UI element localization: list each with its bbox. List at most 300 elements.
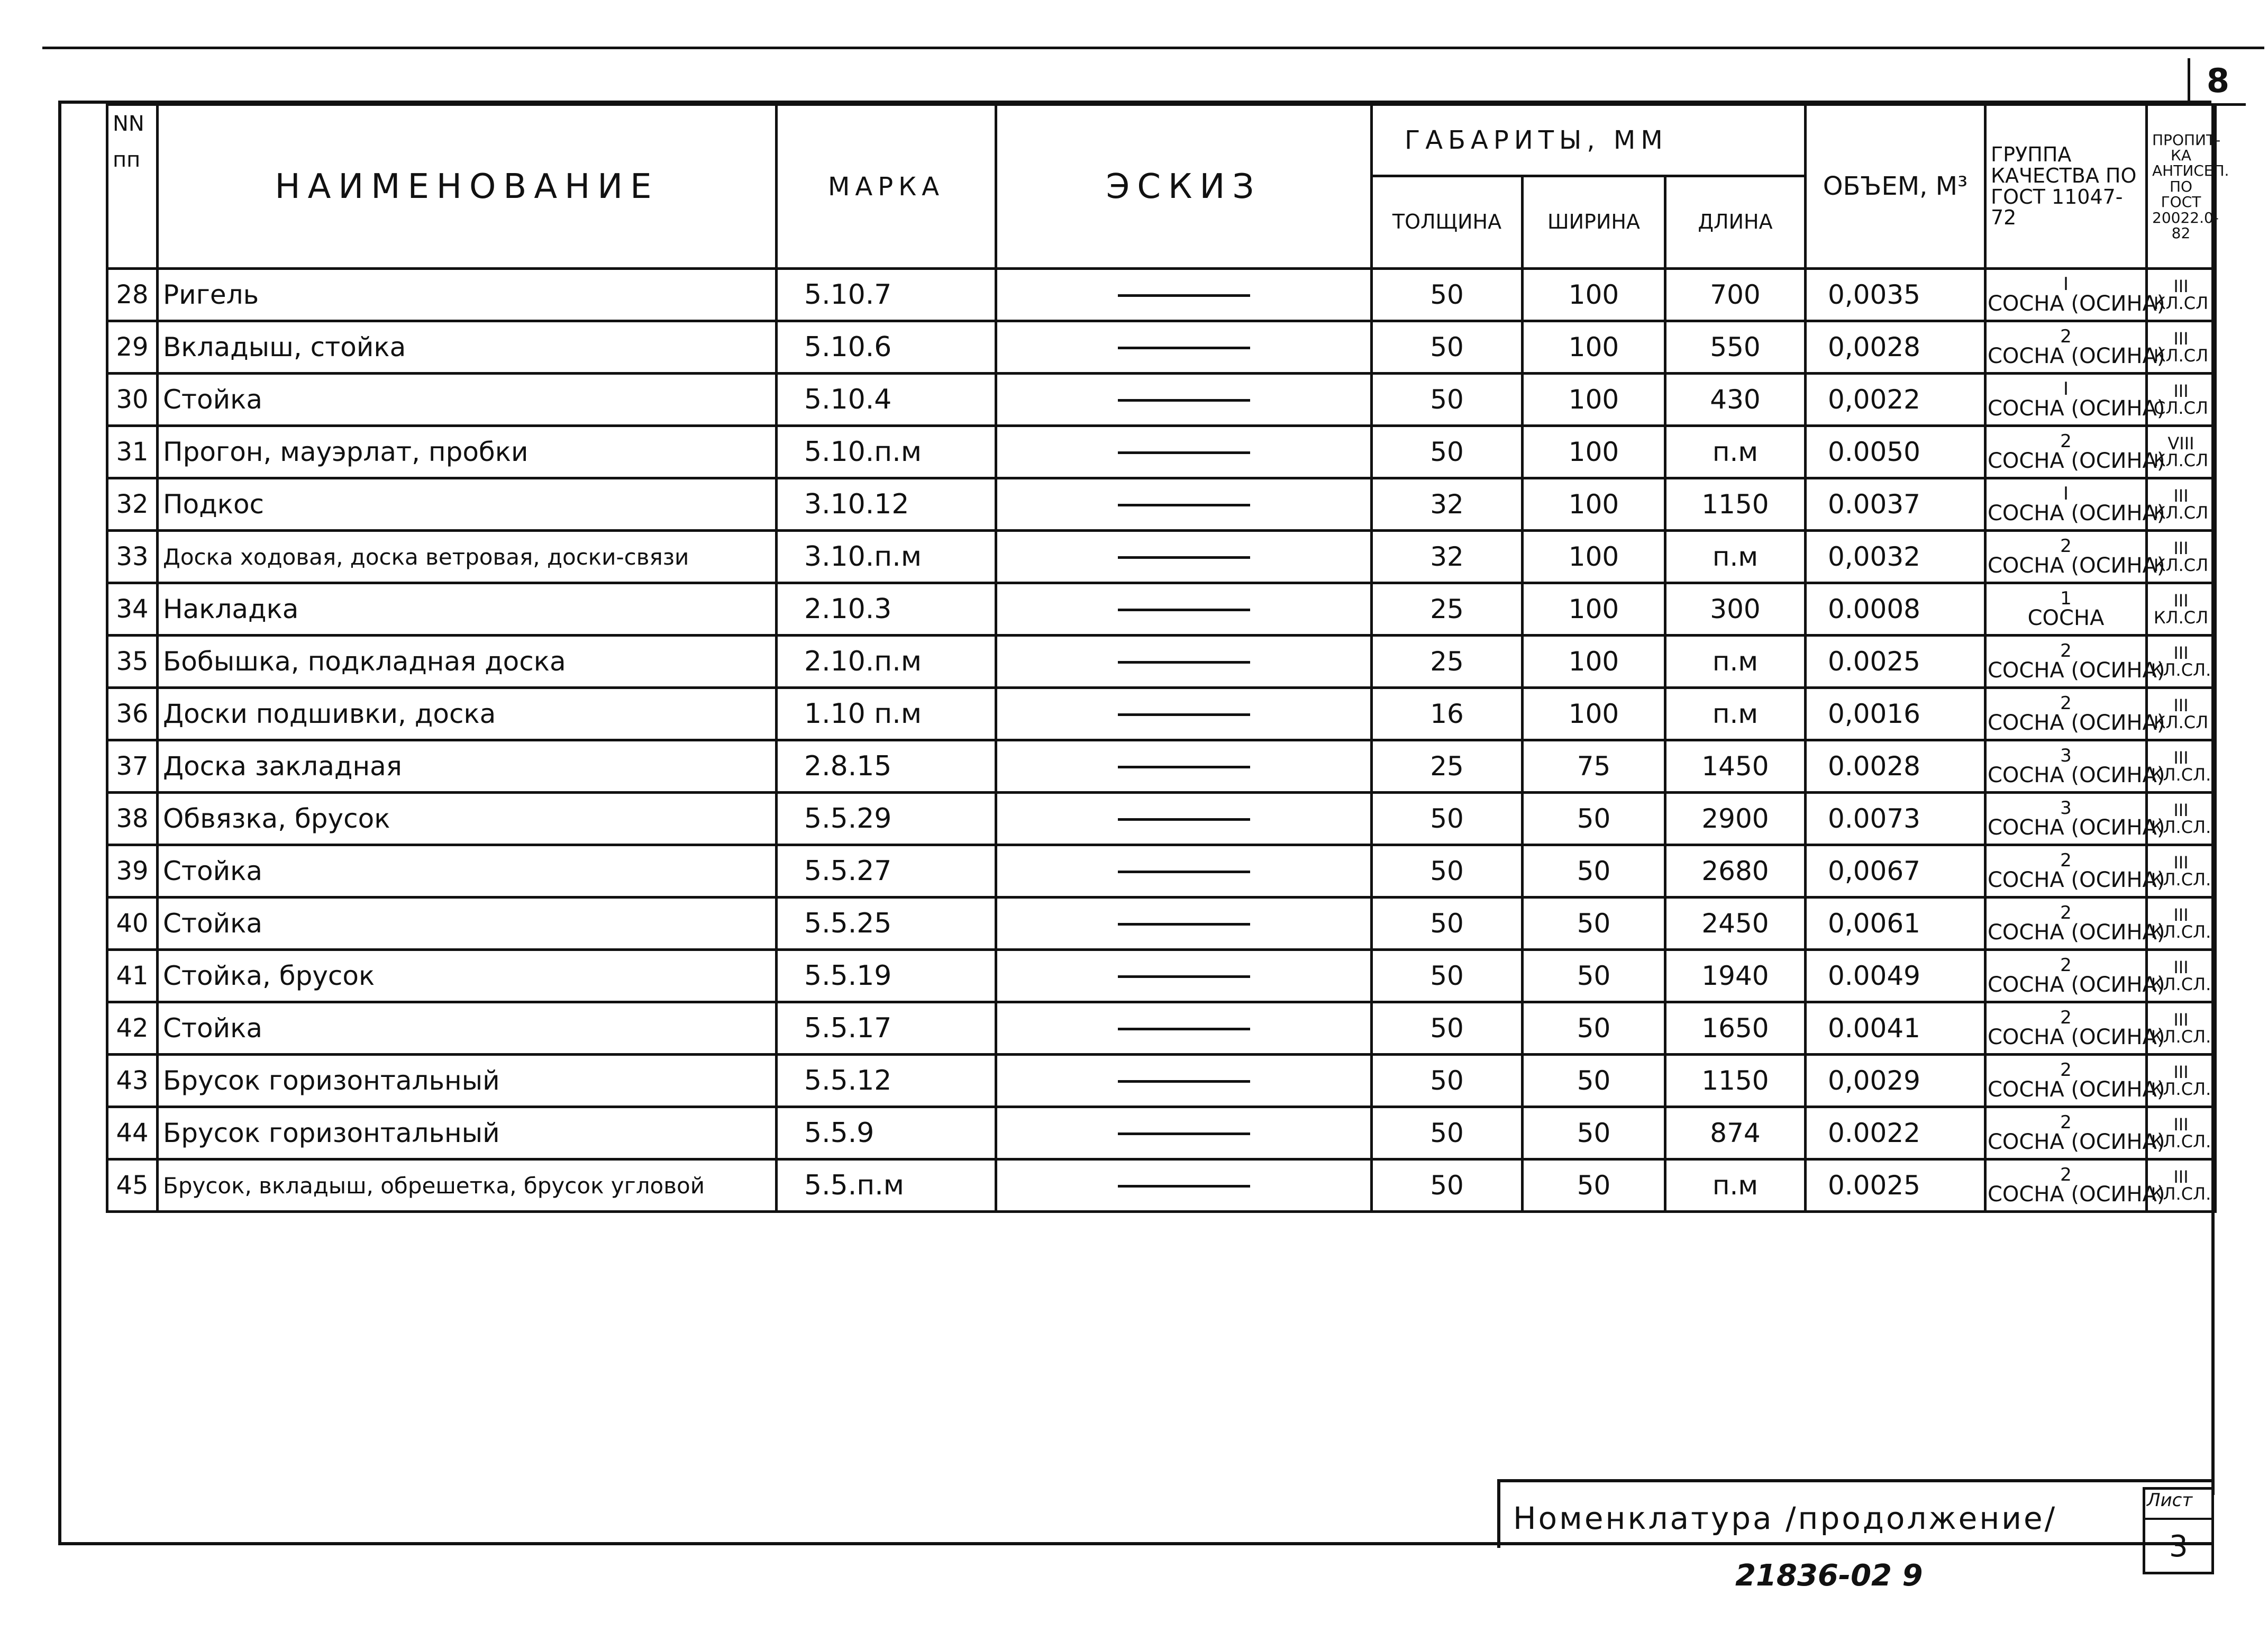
row-impregnation xyxy=(2147,1002,2216,1055)
row-width: 100 xyxy=(1523,374,1665,426)
table-row xyxy=(107,1159,2216,1212)
header-mark: МАРКА xyxy=(777,105,996,269)
row-name: Накладка xyxy=(158,583,777,636)
row-mark: 5.5.9 xyxy=(777,1107,996,1159)
header-length: ДЛИНА xyxy=(1665,176,1806,269)
row-species: СОСНА (ОСИНА) xyxy=(1988,1130,2165,1154)
row-name: Вкладыш, стойка xyxy=(158,321,777,374)
row-mark: 5.10.4 xyxy=(777,374,996,426)
nomenclature-table xyxy=(106,103,2229,1213)
row-volume: 0,0032 xyxy=(1806,531,1985,583)
row-volume: 0.0041 xyxy=(1806,1002,1985,1055)
header-thickness: ТОЛЩИНА xyxy=(1372,176,1523,269)
row-length: 874 xyxy=(1665,1107,1806,1159)
row-num: 39 xyxy=(107,845,158,898)
row-mark: 3.10.п.м xyxy=(777,531,996,583)
row-grade: 2 xyxy=(2060,1164,2072,1185)
table-row xyxy=(107,531,2216,583)
row-thickness: 50 xyxy=(1372,898,1523,950)
row-name: Доска ходовая, доска ветровая, доски-связи xyxy=(158,531,777,583)
row-sketch xyxy=(996,478,1372,531)
row-width: 100 xyxy=(1523,583,1665,636)
title-block-title: Номенклатура /продолжение/ xyxy=(1513,1500,2057,1536)
row-impregnation xyxy=(2147,1159,2216,1212)
row-num: 34 xyxy=(107,583,158,636)
page-number xyxy=(2188,58,2246,106)
row-num: 41 xyxy=(107,950,158,1002)
sketch-line xyxy=(1118,818,1250,821)
sketch-line xyxy=(1118,1132,1250,1135)
row-imp-class: III xyxy=(2173,748,2189,768)
row-thickness: 25 xyxy=(1372,636,1523,688)
table-row xyxy=(107,321,2216,374)
sketch-line xyxy=(1118,504,1250,506)
row-impregnation xyxy=(2147,374,2216,426)
row-volume: 0.0050 xyxy=(1806,426,1985,478)
row-impregnation xyxy=(2147,898,2216,950)
row-sketch xyxy=(996,688,1372,740)
row-name: Брусок горизонтальный xyxy=(158,1055,777,1107)
row-width: 100 xyxy=(1523,426,1665,478)
row-impregnation xyxy=(2147,269,2216,321)
row-num: 29 xyxy=(107,321,158,374)
row-num: 44 xyxy=(107,1107,158,1159)
header-quality-group: ГРУППА КАЧЕСТВА ПО ГОСТ 11047-72 xyxy=(1985,105,2147,269)
row-thickness: 25 xyxy=(1372,740,1523,793)
row-species: СОСНА (ОСИНА) xyxy=(1988,554,2165,578)
header-nn-text: NN xyxy=(113,112,144,136)
row-width: 100 xyxy=(1523,321,1665,374)
row-grade: 2 xyxy=(2060,693,2072,714)
row-width: 50 xyxy=(1523,845,1665,898)
row-volume: 0,0028 xyxy=(1806,321,1985,374)
table-row xyxy=(107,269,2216,321)
row-impregnation xyxy=(2147,478,2216,531)
row-length: 1450 xyxy=(1665,740,1806,793)
row-mark: 5.10.7 xyxy=(777,269,996,321)
row-volume: 0.0025 xyxy=(1806,636,1985,688)
row-thickness: 16 xyxy=(1372,688,1523,740)
row-quality-group xyxy=(1985,426,2165,478)
row-impregnation xyxy=(2147,583,2216,636)
row-grade: 2 xyxy=(2060,1112,2072,1133)
row-species: СОСНА xyxy=(2027,606,2105,630)
row-species: СОСНА (ОСИНА) xyxy=(1988,1077,2165,1102)
row-species: СОСНА (ОСИНА) xyxy=(1988,1025,2165,1049)
row-thickness: 32 xyxy=(1372,531,1523,583)
row-grade: I xyxy=(2063,378,2069,400)
row-width: 100 xyxy=(1523,478,1665,531)
row-grade: 2 xyxy=(2060,431,2072,452)
row-length: п.м xyxy=(1665,1159,1806,1212)
row-name: Доски подшивки, доска xyxy=(158,688,777,740)
row-quality-group xyxy=(1985,478,2165,531)
row-length: 2900 xyxy=(1665,793,1806,845)
row-length: 1650 xyxy=(1665,1002,1806,1055)
document-code: 21836-02 9 xyxy=(1735,1558,1923,1593)
row-volume: 0.0049 xyxy=(1806,950,1985,1002)
row-imp-label: КЛ.СЛ xyxy=(2153,450,2209,470)
header-width: ШИРИНА xyxy=(1523,176,1665,269)
row-quality-group xyxy=(1985,269,2165,321)
sketch-line xyxy=(1118,871,1250,873)
row-species: СОСНА (ОСИНА) xyxy=(1988,449,2165,473)
sheet-label: Лист xyxy=(2147,1490,2193,1511)
row-imp-label: КЛ.СЛ. xyxy=(2151,765,2211,785)
row-sketch xyxy=(996,1159,1372,1212)
row-mark: 2.10.п.м xyxy=(777,636,996,688)
row-quality-group xyxy=(1985,636,2165,688)
row-name: Брусок горизонтальный xyxy=(158,1107,777,1159)
row-name: Стойка xyxy=(158,845,777,898)
row-impregnation xyxy=(2147,636,2216,688)
row-name: Бобышка, подкладная доска xyxy=(158,636,777,688)
row-width: 50 xyxy=(1523,950,1665,1002)
row-name: Прогон, мауэрлат, пробки xyxy=(158,426,777,478)
row-grade: 2 xyxy=(2060,1059,2072,1081)
row-length: 430 xyxy=(1665,374,1806,426)
row-species: СОСНА (ОСИНА) xyxy=(1988,711,2165,735)
row-grade: 2 xyxy=(2060,955,2072,976)
row-length: 700 xyxy=(1665,269,1806,321)
row-volume: 0,0029 xyxy=(1806,1055,1985,1107)
row-name: Ригель xyxy=(158,269,777,321)
row-impregnation xyxy=(2147,321,2216,374)
table-row xyxy=(107,374,2216,426)
row-mark: 5.10.п.м xyxy=(777,426,996,478)
row-imp-label: КЛ.СЛ xyxy=(2153,346,2209,366)
sketch-line xyxy=(1118,294,1250,297)
row-quality-group xyxy=(1985,321,2165,374)
row-thickness: 50 xyxy=(1372,1107,1523,1159)
row-imp-label: КЛ.СЛ. xyxy=(2151,922,2211,942)
row-sketch xyxy=(996,321,1372,374)
row-sketch xyxy=(996,531,1372,583)
row-species: СОСНА (ОСИНА) xyxy=(1988,1182,2165,1207)
row-name: Стойка xyxy=(158,1002,777,1055)
table-row xyxy=(107,898,2216,950)
row-mark: 5.10.6 xyxy=(777,321,996,374)
row-quality-group xyxy=(1985,740,2165,793)
row-grade: 2 xyxy=(2060,326,2072,347)
row-sketch xyxy=(996,269,1372,321)
row-quality-group xyxy=(1985,1107,2165,1159)
row-volume: 0.0008 xyxy=(1806,583,1985,636)
sketch-line xyxy=(1118,556,1250,559)
table-row xyxy=(107,1002,2216,1055)
sketch-line xyxy=(1118,713,1250,716)
row-sketch xyxy=(996,1107,1372,1159)
row-imp-class: III xyxy=(2173,538,2189,558)
row-thickness: 50 xyxy=(1372,845,1523,898)
row-num: 30 xyxy=(107,374,158,426)
row-width: 100 xyxy=(1523,269,1665,321)
row-sketch xyxy=(996,374,1372,426)
header-nn xyxy=(107,105,158,269)
row-imp-class: III xyxy=(2173,329,2189,349)
row-mark: 5.5.25 xyxy=(777,898,996,950)
row-impregnation xyxy=(2147,426,2216,478)
header-name: НАИМЕНОВАНИЕ xyxy=(158,105,777,269)
row-num: 38 xyxy=(107,793,158,845)
row-quality-group xyxy=(1985,898,2165,950)
sketch-line xyxy=(1118,1028,1250,1030)
row-imp-label: СЛ.СЛ xyxy=(2154,398,2208,418)
row-sketch xyxy=(996,845,1372,898)
table-row xyxy=(107,1107,2216,1159)
table-row xyxy=(107,583,2216,636)
row-quality-group xyxy=(1985,1159,2165,1212)
row-species: СОСНА (ОСИНА) xyxy=(1988,763,2165,787)
row-imp-label: КЛ.СЛ. xyxy=(2151,1079,2211,1099)
row-thickness: 32 xyxy=(1372,478,1523,531)
row-name: Стойка xyxy=(158,898,777,950)
row-length: 550 xyxy=(1665,321,1806,374)
row-width: 100 xyxy=(1523,636,1665,688)
row-num: 35 xyxy=(107,636,158,688)
row-length: 1940 xyxy=(1665,950,1806,1002)
row-imp-class: III xyxy=(2173,800,2189,820)
table-row xyxy=(107,478,2216,531)
row-length: 2680 xyxy=(1665,845,1806,898)
row-imp-class: III xyxy=(2173,1114,2189,1135)
row-width: 75 xyxy=(1523,740,1665,793)
table-row xyxy=(107,950,2216,1002)
row-quality-group xyxy=(1985,374,2165,426)
table-row xyxy=(107,1055,2216,1107)
row-imp-class: III xyxy=(2173,1062,2189,1082)
row-mark: 5.5.19 xyxy=(777,950,996,1002)
row-name: Брусок, вкладыш, обрешетка, брусок угловой xyxy=(158,1159,777,1212)
table-row xyxy=(107,793,2216,845)
row-quality-group xyxy=(1985,531,2165,583)
sketch-line xyxy=(1118,923,1250,926)
row-length: п.м xyxy=(1665,531,1806,583)
row-imp-class: III xyxy=(2173,957,2189,977)
row-name: Стойка xyxy=(158,374,777,426)
row-name: Стойка, брусок xyxy=(158,950,777,1002)
row-species: СОСНА (ОСИНА) xyxy=(1988,396,2165,421)
row-impregnation xyxy=(2147,950,2216,1002)
row-mark: 5.5.п.м xyxy=(777,1159,996,1212)
row-imp-class: III xyxy=(2173,381,2189,401)
row-thickness: 50 xyxy=(1372,269,1523,321)
row-mark: 5.5.12 xyxy=(777,1055,996,1107)
row-num: 33 xyxy=(107,531,158,583)
row-num: 43 xyxy=(107,1055,158,1107)
row-quality-group xyxy=(1985,583,2147,636)
row-species: СОСНА (ОСИНА) xyxy=(1988,658,2165,683)
row-volume: 0.0028 xyxy=(1806,740,1985,793)
row-num: 36 xyxy=(107,688,158,740)
row-length: 300 xyxy=(1665,583,1806,636)
sheet-number: 3 xyxy=(2169,1529,2188,1564)
row-width: 50 xyxy=(1523,1002,1665,1055)
row-imp-class: VIII xyxy=(2167,433,2194,454)
row-mark: 2.10.3 xyxy=(777,583,996,636)
row-sketch xyxy=(996,793,1372,845)
row-imp-class: III xyxy=(2173,695,2189,715)
row-imp-class: III xyxy=(2173,643,2189,663)
row-impregnation xyxy=(2147,740,2216,793)
row-imp-label: КЛ.СЛ. xyxy=(2151,1184,2211,1204)
row-length: п.м xyxy=(1665,688,1806,740)
header-sketch: ЭСКИЗ xyxy=(996,105,1372,269)
row-imp-class: III xyxy=(2173,276,2189,296)
row-sketch xyxy=(996,898,1372,950)
row-name: Обвязка, брусок xyxy=(158,793,777,845)
row-species: СОСНА (ОСИНА) xyxy=(1988,501,2165,525)
row-imp-label: КЛ.СЛ. xyxy=(2151,817,2211,837)
row-imp-label: КЛ.СЛ xyxy=(2153,293,2209,313)
row-thickness: 50 xyxy=(1372,1159,1523,1212)
row-quality-group xyxy=(1985,1055,2165,1107)
row-quality-group xyxy=(1985,793,2165,845)
row-volume: 0,0016 xyxy=(1806,688,1985,740)
row-imp-class: III xyxy=(2173,1167,2189,1187)
row-sketch xyxy=(996,1055,1372,1107)
row-volume: 0,0022 xyxy=(1806,374,1985,426)
row-species: СОСНА (ОСИНА) xyxy=(1988,868,2165,892)
row-width: 100 xyxy=(1523,531,1665,583)
row-quality-group xyxy=(1985,845,2165,898)
row-thickness: 50 xyxy=(1372,426,1523,478)
sketch-line xyxy=(1118,399,1250,402)
row-thickness: 50 xyxy=(1372,793,1523,845)
row-species: СОСНА (ОСИНА) xyxy=(1988,973,2165,997)
row-grade: I xyxy=(2063,274,2069,295)
row-volume: 0,0067 xyxy=(1806,845,1985,898)
sketch-line xyxy=(1118,1080,1250,1083)
row-species: СОСНА (ОСИНА) xyxy=(1988,920,2165,945)
row-width: 50 xyxy=(1523,1159,1665,1212)
row-impregnation xyxy=(2147,688,2216,740)
row-length: 1150 xyxy=(1665,1055,1806,1107)
row-num: 42 xyxy=(107,1002,158,1055)
row-mark: 2.8.15 xyxy=(777,740,996,793)
row-grade: 2 xyxy=(2060,850,2072,871)
row-thickness: 50 xyxy=(1372,374,1523,426)
header-impregnation: ПРОПИТ-КА АНТИСЕП. ПО ГОСТ 20022.0-82 xyxy=(2147,105,2216,269)
row-quality-group xyxy=(1985,688,2165,740)
row-imp-class: III xyxy=(2173,853,2189,873)
row-species: СОСНА (ОСИНА) xyxy=(1988,292,2165,316)
row-mark: 3.10.12 xyxy=(777,478,996,531)
row-volume: 0,0035 xyxy=(1806,269,1985,321)
header-dimensions: ГАБАРИТЫ, ММ xyxy=(1372,105,1806,176)
row-sketch xyxy=(996,636,1372,688)
row-imp-label: КЛ.СЛ xyxy=(2153,555,2209,575)
row-thickness: 50 xyxy=(1372,1055,1523,1107)
row-grade: 2 xyxy=(2060,902,2072,923)
row-grade: 3 xyxy=(2060,745,2072,766)
row-length: п.м xyxy=(1665,636,1806,688)
row-imp-label: КЛ.СЛ. xyxy=(2151,1131,2211,1152)
row-name: Доска закладная xyxy=(158,740,777,793)
row-num: 32 xyxy=(107,478,158,531)
sketch-line xyxy=(1118,347,1250,349)
sketch-line xyxy=(1118,661,1250,664)
row-volume: 0.0025 xyxy=(1806,1159,1985,1212)
row-imp-label: КЛ.СЛ xyxy=(2153,503,2209,523)
row-sketch xyxy=(996,583,1372,636)
row-mark: 1.10 п.м xyxy=(777,688,996,740)
row-species: СОСНА (ОСИНА) xyxy=(1988,344,2165,368)
table-row xyxy=(107,636,2216,688)
row-impregnation xyxy=(2147,531,2216,583)
sketch-line xyxy=(1118,1185,1250,1188)
page-number-text: 8 xyxy=(2206,61,2230,100)
row-num: 45 xyxy=(107,1159,158,1212)
row-thickness: 50 xyxy=(1372,1002,1523,1055)
sketch-line xyxy=(1118,975,1250,978)
table-row xyxy=(107,845,2216,898)
row-thickness: 25 xyxy=(1372,583,1523,636)
row-num: 37 xyxy=(107,740,158,793)
row-volume: 0,0061 xyxy=(1806,898,1985,950)
row-grade: 3 xyxy=(2060,798,2072,819)
row-imp-class: III xyxy=(2173,591,2189,611)
table-row xyxy=(107,426,2216,478)
row-imp-class: III xyxy=(2173,486,2189,506)
row-imp-label: КЛ.СЛ. xyxy=(2151,1027,2211,1047)
row-grade: 2 xyxy=(2060,640,2072,662)
row-sketch xyxy=(996,426,1372,478)
sketch-line xyxy=(1118,766,1250,768)
sketch-line xyxy=(1118,609,1250,611)
sheet-divider xyxy=(2143,1518,2214,1520)
row-length: 2450 xyxy=(1665,898,1806,950)
row-impregnation xyxy=(2147,1107,2216,1159)
row-thickness: 50 xyxy=(1372,950,1523,1002)
row-imp-label: КЛ.СЛ. xyxy=(2151,660,2211,680)
row-species: СОСНА (ОСИНА) xyxy=(1988,816,2165,840)
row-width: 100 xyxy=(1523,688,1665,740)
row-num: 40 xyxy=(107,898,158,950)
row-width: 50 xyxy=(1523,898,1665,950)
row-mark: 5.5.29 xyxy=(777,793,996,845)
row-name: Подкос xyxy=(158,478,777,531)
row-thickness: 50 xyxy=(1372,321,1523,374)
header-volume: ОБЪЕМ, М³ xyxy=(1806,105,1985,269)
row-width: 50 xyxy=(1523,1055,1665,1107)
row-imp-class: III xyxy=(2173,1010,2189,1030)
row-width: 50 xyxy=(1523,793,1665,845)
table-row xyxy=(107,688,2216,740)
row-imp-label: КЛ.СЛ xyxy=(2153,608,2209,628)
row-num: 28 xyxy=(107,269,158,321)
row-mark: 5.5.17 xyxy=(777,1002,996,1055)
row-grade: 1 xyxy=(2060,588,2072,609)
row-volume: 0.0022 xyxy=(1806,1107,1985,1159)
row-grade: 2 xyxy=(2060,536,2072,557)
row-sketch xyxy=(996,950,1372,1002)
row-volume: 0.0037 xyxy=(1806,478,1985,531)
row-imp-label: КЛ.СЛ. xyxy=(2151,974,2211,994)
row-quality-group xyxy=(1985,950,2165,1002)
row-grade: I xyxy=(2063,483,2069,504)
row-imp-class: III xyxy=(2173,905,2189,925)
row-sketch xyxy=(996,1002,1372,1055)
row-sketch xyxy=(996,740,1372,793)
row-num: 31 xyxy=(107,426,158,478)
table-row xyxy=(107,740,2216,793)
row-imp-label: КЛ.СЛ. xyxy=(2151,869,2211,890)
sketch-line xyxy=(1118,451,1250,454)
row-length: п.м xyxy=(1665,426,1806,478)
top-border-line xyxy=(42,47,2264,49)
row-mark: 5.5.27 xyxy=(777,845,996,898)
